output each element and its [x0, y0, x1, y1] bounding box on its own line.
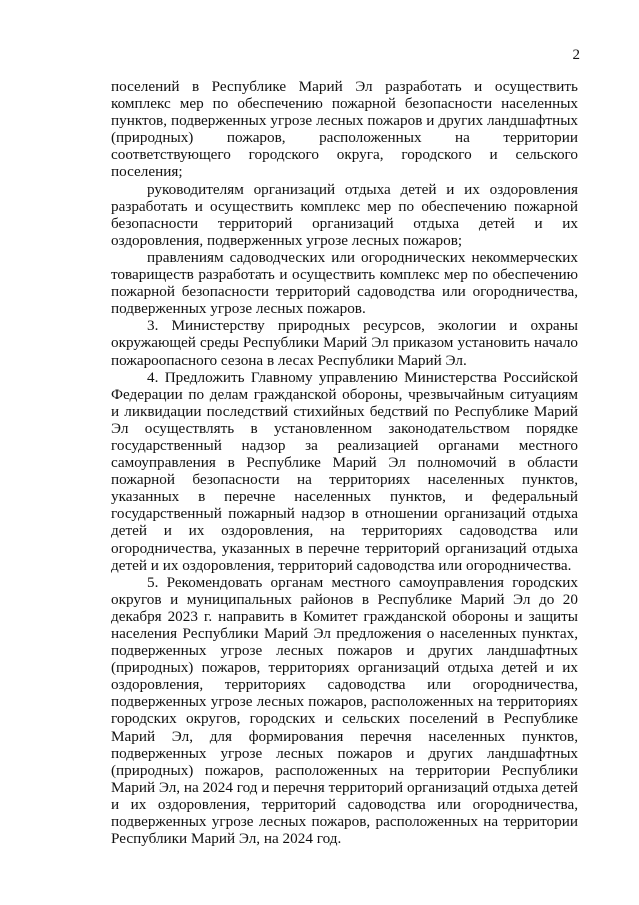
paragraph-item-5: 5. Рекомендовать органам местного самоуправления городских округов и муниципальных районов в Республике Марий Эл до 20 декабря 2023 г. направить в Комитет гражданской обороны и защиты населения Республики Марий Эл предложения о населенных пунктах, подверженных угрозе лесных пожаров и других ландшафтных (природных) пожаров, территориях организаций отдыха детей и их оздоровления, территориях садоводства или огородничества, подверженных угрозе лесных пожаров, расположенных на территориях городских округов, городских и сельских поселений в Республике Марий Эл, для формирования перечня населенных пунктов, подверженных угрозе лесных пожаров и других ландшафтных (природных) пожаров, расположенных на территории Республики Марий Эл, на 2024 год и перечня территорий организаций отдыха детей и их оздоровления, территорий садоводства или огородничества, подверженных угрозе лесных пожаров, расположенных на территории Республики Марий Эл, на 2024 год. — [111, 573, 578, 848]
document-body — [111, 78, 578, 847]
paragraph-garden-partnerships: правлениям садоводческих или огороднических некоммерческих товариществ разработать и осуществить комплекс мер по обеспечению пожарной безопасности территорий садоводства или огородничества, подверженных угрозе лесных пожаров. — [111, 248, 578, 318]
paragraph-item-3: 3. Министерству природных ресурсов, экологии и охраны окружающей среды Республики Марий Эл приказом установить начало пожароопасного сезона в лесах Республики Марий Эл. — [111, 317, 578, 369]
paragraph-item-4: 4. Предложить Главному управлению Министерства Российской Федерации по делам гражданской обороны, чрезвычайным ситуациям и ликвидации последствий стихийных бедствий по Республике Марий Эл осуществлять в установленном законодательством порядке государственный надзор за реализацией органами местного самоуправления в Республике Марий Эл полномочий в области пожарной безопасности на территориях населенных пунктов, указанных в перечне населенных пунктов, и федеральный государственный пожарный надзор в отношении организаций отдыха детей и их оздоровления, на территориях садоводства или огородничества, указанных в перечне территорий организаций отдыха детей и их оздоровления, территорий садоводства или огородничества. — [111, 368, 578, 574]
page-number: 2 — [572, 47, 580, 63]
paragraph-children-camps: руководителям организаций отдыха детей и их оздоровления разработать и осуществить комплекс мер по обеспечению пожарной безопасности территорий организаций отдыха детей и их оздоровления, подверженных угрозе лесных пожаров; — [111, 180, 578, 249]
paragraph-continuation: поселений в Республике Марий Эл разработать и осуществить комплекс мер по обеспечению пожарной безопасности населенных пунктов, подверженных угрозе лесных пожаров и других ландшафтных (природных) пожаров, расположенных на территории соответствующего городского округа, городского и сельского поселения; — [111, 78, 578, 181]
